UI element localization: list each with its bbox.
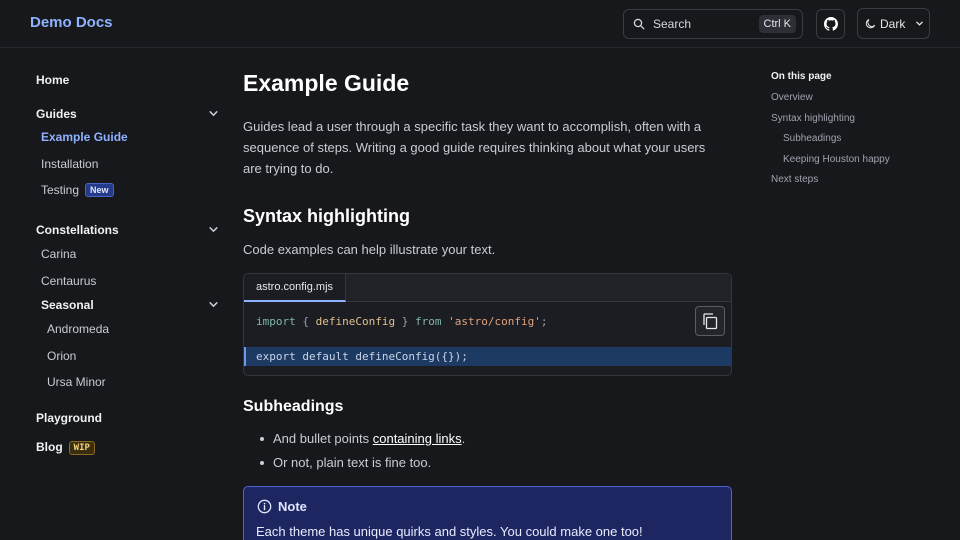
- toc-item-overview[interactable]: Overview: [771, 92, 813, 103]
- code-block: [243, 273, 732, 376]
- subheadings-heading: Subheadings: [243, 398, 344, 415]
- chevron-down-icon: [915, 19, 924, 28]
- intro-paragraph: Guides lead a user through a specific task they want to accomplish, often with a sequence of steps. Writing a good guide requires thinking about what your users are trying to do.: [243, 119, 706, 176]
- search-shortcut: Ctrl K: [759, 15, 797, 33]
- sidebar-item-carina[interactable]: Carina: [41, 247, 77, 261]
- page-title: Example Guide: [243, 70, 410, 96]
- search-icon: [633, 18, 645, 30]
- note-title: Note: [278, 499, 307, 514]
- syntax-paragraph: Code examples can help illustrate your text.: [243, 242, 496, 257]
- toc-item-keeping-houston-happy[interactable]: Keeping Houston happy: [783, 154, 890, 165]
- toc-item-next-steps[interactable]: Next steps: [771, 174, 819, 185]
- sidebar-item-example-guide[interactable]: Example Guide: [41, 130, 128, 144]
- sidebar-item-ursa-minor[interactable]: Ursa Minor: [47, 375, 106, 389]
- code-filename-tab: astro.config.mjs: [244, 274, 346, 302]
- code-line-1: [256, 315, 547, 328]
- code-line-2: export default defineConfig({});: [256, 350, 468, 363]
- code-tabbar: [244, 274, 731, 302]
- copy-icon: [701, 312, 719, 330]
- bullet-text: And bullet points: [273, 431, 373, 446]
- main-content: [243, 48, 733, 540]
- site-header: [0, 0, 960, 48]
- theme-select[interactable]: [857, 8, 930, 39]
- chevron-down-icon[interactable]: [208, 299, 219, 310]
- sidebar-item-orion[interactable]: Orion: [47, 349, 77, 363]
- toc-item-syntax-highlighting[interactable]: Syntax highlighting: [771, 113, 855, 124]
- list-item: [273, 431, 465, 455]
- github-icon: [824, 17, 838, 31]
- sidebar-group-constellations[interactable]: Constellations: [36, 223, 119, 237]
- code-token: from: [414, 315, 442, 328]
- sidebar-item-centaurus[interactable]: Centaurus: [41, 274, 97, 288]
- site-title-link[interactable]: Demo Docs: [30, 14, 113, 31]
- search-label: Search: [653, 17, 692, 31]
- containing-links-link[interactable]: containing links: [372, 431, 462, 446]
- search-button[interactable]: [623, 9, 803, 39]
- sidebar-item-home[interactable]: Home: [36, 73, 70, 87]
- bullet-list: [273, 431, 465, 479]
- sidebar-item-blog[interactable]: [36, 440, 95, 455]
- syntax-highlighting-heading: Syntax highlighting: [243, 206, 410, 226]
- sidebar-item-playground[interactable]: Playground: [36, 411, 103, 425]
- code-token: ;: [540, 315, 548, 328]
- toc-item-subheadings[interactable]: Subheadings: [783, 133, 842, 144]
- moon-icon: [865, 18, 876, 29]
- copy-button[interactable]: [695, 306, 725, 336]
- sidebar-nav: [0, 48, 232, 540]
- sidebar-item-testing[interactable]: [41, 183, 114, 197]
- code-token: {: [295, 315, 316, 328]
- sidebar-group-guides[interactable]: Guides: [36, 107, 77, 121]
- toc-title: On this page: [771, 71, 832, 82]
- code-token: defineConfig: [315, 315, 396, 328]
- code-token: 'astro/config': [448, 315, 541, 328]
- sidebar-item-andromeda[interactable]: Andromeda: [47, 322, 110, 336]
- chevron-down-icon[interactable]: [208, 108, 219, 119]
- chevron-down-icon[interactable]: [208, 224, 219, 235]
- note-body: Each theme has unique quirks and styles. You could make one too!: [256, 524, 643, 539]
- wip-badge: WIP: [69, 441, 95, 455]
- github-link[interactable]: [816, 9, 845, 39]
- sidebar-item-label: Testing: [41, 183, 80, 197]
- sidebar-item-installation[interactable]: Installation: [41, 157, 99, 171]
- code-token: }: [395, 315, 415, 328]
- sidebar-group-seasonal[interactable]: Seasonal: [41, 298, 94, 312]
- sidebar-item-label: Blog: [36, 440, 63, 454]
- theme-label: Dark: [880, 16, 906, 31]
- code-token: import: [256, 315, 296, 328]
- new-badge: New: [85, 183, 114, 197]
- table-of-contents: [771, 48, 951, 248]
- bullet-text: .: [461, 431, 466, 446]
- info-icon: [257, 499, 272, 514]
- note-callout: [243, 486, 732, 540]
- list-item: Or not, plain text is fine too.: [273, 455, 465, 479]
